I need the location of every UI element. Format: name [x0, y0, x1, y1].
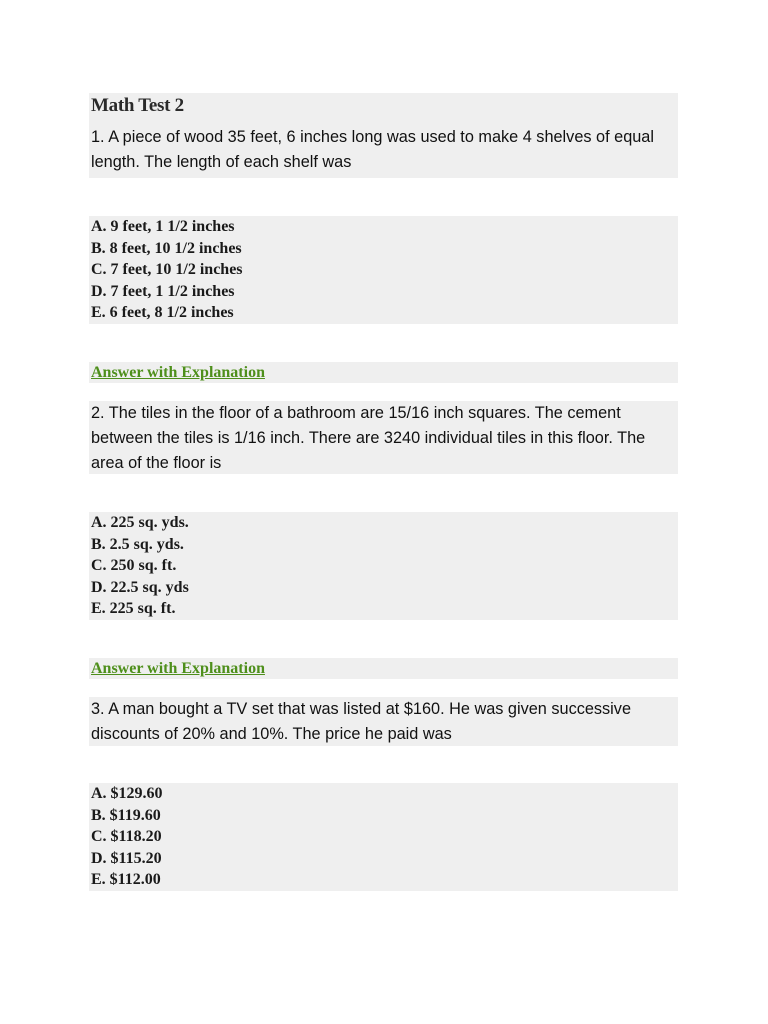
question-3-option-e: E. $112.00: [91, 871, 161, 888]
question-1-text: 1. A piece of wood 35 feet, 6 inches long was used to make 4 shelves of equal length. The length of each shelf was: [91, 128, 654, 171]
question-2-answer-bar: [89, 658, 678, 679]
question-3-option-a: A. $129.60: [91, 785, 163, 802]
question-1-block: [89, 93, 678, 178]
question-2-option-c: C. 250 sq. ft.: [91, 557, 177, 574]
question-3-option-b: B. $119.60: [91, 806, 161, 824]
question-3-option-d: D. $115.20: [91, 849, 162, 867]
question-1-answer-link[interactable]: Answer with Explanation: [91, 364, 265, 381]
question-2-option-d: D. 22.5 sq. yds: [91, 578, 189, 596]
question-2-answer-link[interactable]: Answer with Explanation: [91, 660, 265, 677]
question-1-answer-bar: [89, 362, 678, 383]
page-title: Math Test 2: [91, 95, 184, 116]
question-2-text: 2. The tiles in the floor of a bathroom are 15/16 inch squares. The cement between the tiles is 1/16 inch. There are 3240 individual tiles in this floor. The area of the floor is: [89, 401, 678, 474]
question-1-option-d: D. 7 feet, 1 1/2 inches: [91, 282, 235, 300]
question-2-option-e: E. 225 sq. ft.: [91, 600, 176, 617]
question-2-option-b: B. 2.5 sq. yds.: [91, 535, 184, 553]
question-3-option-c: C. $118.20: [91, 828, 162, 845]
question-1-option-a: A. 9 feet, 1 1/2 inches: [91, 218, 235, 235]
question-2-option-a: A. 225 sq. yds.: [91, 514, 189, 531]
question-2-options: [89, 512, 678, 620]
question-3-options: [89, 783, 678, 891]
question-1-option-e: E. 6 feet, 8 1/2 inches: [91, 304, 234, 321]
question-1-options: [89, 216, 678, 324]
question-1-option-c: C. 7 feet, 10 1/2 inches: [91, 261, 243, 278]
question-3-text: 3. A man bought a TV set that was listed at $160. He was given successive discounts of 20% and 10%. The price he paid was: [89, 697, 678, 746]
question-1-option-b: B. 8 feet, 10 1/2 inches: [91, 239, 242, 257]
